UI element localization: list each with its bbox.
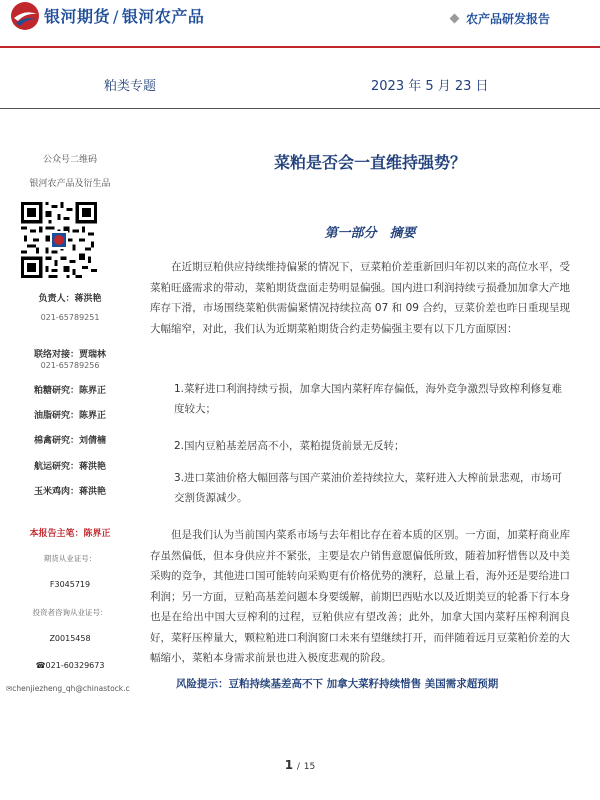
analyst-row: [0, 383, 140, 396]
qr-title: 公众号二维码: [42, 155, 97, 165]
analyst-name: 陈界正: [79, 386, 107, 396]
futures-cert-label: 期货从业证号：: [43, 554, 97, 563]
analyst-row: [0, 408, 140, 421]
body-paragraph: 但是我们认为当前国内菜系市场与去年相比存在着本质的区别。一方面，加菜籽商业库存虽然偏低，但本身供应并不紧张，主要是农户销售意愿偏低所致，随着加籽惜售以及中美采购的竞争，其他进口国可能转向采购更有价格优势的澳籽，总量上看，海外还是要给进口利润；另一方面，豆粕高基差问题本身要缓解，前期巴西贴水以及近期美豆的轮番下行本身也是在给出中国大豆榨利的过程，豆粕供应有望改善；此外，加拿大国内菜籽压榨利润良好，菜籽压榨量大，颗粒粕进口利润窗口未来有望继续打开，而伴随着远月豆菜粕价差的大幅缩小，菜粕本身需求前景也进入极度悲观的阶段。: [150, 529, 570, 664]
analyst-label: 粕糖研究：: [33, 386, 79, 396]
page-number: [0, 758, 600, 772]
contact-name: 贾瑞林: [79, 350, 107, 360]
qr-code-icon: [21, 202, 97, 278]
analyst-label: 玉米鸡肉：: [33, 487, 79, 497]
analyst-row: [0, 433, 140, 446]
qr-subtitle: 银河农产品及衍生品: [29, 179, 111, 189]
analyst-row: [0, 459, 140, 472]
brand-primary: 银河期货: [44, 7, 111, 26]
reason-item: 1.菜籽进口利润持续亏损，加拿大国内菜籽库存偏低，海外竞争激烈导致榨利修复难度较大；: [174, 383, 563, 415]
contact-person: [0, 347, 140, 360]
email-contact[interactable]: [6, 684, 140, 693]
diamond-icon: [450, 14, 460, 24]
report-header: [0, 0, 600, 46]
analyst-row: [0, 484, 140, 497]
analyst-name: 蒋洪艳: [79, 487, 107, 497]
contact-phone: 021-65789256: [40, 361, 100, 370]
responsible-label: 负责人：: [38, 294, 75, 304]
futures-cert-number: F3045719: [49, 580, 91, 589]
report-title: 菜粕是否会一直维持强势？: [273, 153, 466, 172]
analyst-label: 棉禽研究：: [33, 436, 79, 446]
report-subject: 粕类专题: [104, 79, 157, 94]
analyst-name: 刘倩楠: [79, 436, 107, 446]
brand-secondary: 银河农产品: [121, 7, 205, 26]
page-separator: /: [296, 762, 300, 772]
advisor-cert-label: 投资者咨询从业证号：: [32, 608, 108, 617]
page-current: 1: [284, 758, 294, 772]
email-icon: ✉: [6, 684, 13, 693]
brand-title: [44, 4, 204, 27]
report-type: 农产品研发报告: [466, 12, 551, 26]
phone-icon: ☎: [35, 661, 46, 670]
responsible-name: 蒋洪艳: [74, 294, 102, 304]
phone-number: 021-60329673: [45, 661, 105, 670]
responsible-person: [0, 291, 140, 304]
analyst-name: 蒋洪艳: [79, 462, 107, 472]
analyst-label: 油脂研究：: [33, 411, 79, 421]
subheader-divider: [0, 108, 600, 109]
contact-label: 联络对接：: [33, 350, 79, 360]
advisor-cert-number: Z0015458: [49, 634, 91, 643]
phone-contact: [0, 661, 140, 670]
author-name: 陈界正: [83, 529, 111, 539]
analyst-name: 陈界正: [79, 411, 107, 421]
page-total: 15: [303, 762, 316, 772]
brand-separator: /: [113, 7, 119, 26]
risk-note: 风险提示：豆粕持续基差高不下 加拿大菜籽持续惜售 美国需求超预期: [176, 678, 499, 690]
reason-item: 3.进口菜油价格大幅回落与国产菜油价差持续拉大，菜籽进入大榨前景悲观，市场可交割货源减少。: [174, 472, 563, 504]
responsible-phone: 021-65789251: [40, 313, 100, 322]
analyst-label: 航运研究：: [33, 462, 79, 472]
intro-paragraph: 在近期豆粕供应持续维持偏紧的情况下，豆菜粕价差重新回归年初以来的高位水平，受菜粕旺盛需求的带动，菜粕期货盘面走势明显偏强。国内进口利润持续亏损叠加加拿大产地库存下滑，市场围绕菜粕供需偏紧情况持续拉高 07 和 09 合约，豆菜价差也昨日重现呈现大幅缩窄，对此，我们认为近期菜粕期货合约走势偏强主要有以下几方面原因：: [150, 261, 570, 335]
author-label: 本报告主笔：: [29, 529, 84, 539]
header-divider: [0, 46, 600, 48]
section-heading: 第一部分 摘要: [324, 226, 416, 241]
galaxy-futures-logo: [10, 1, 40, 31]
report-date: 2023 年 5 月 23 日: [371, 79, 489, 94]
reason-item: 2.国内豆粕基差居高不小，菜粕提货前景无反转；: [174, 440, 405, 452]
report-author: [0, 526, 140, 539]
email-address: chenjiezheng_qh@chinastock.c: [12, 684, 130, 693]
